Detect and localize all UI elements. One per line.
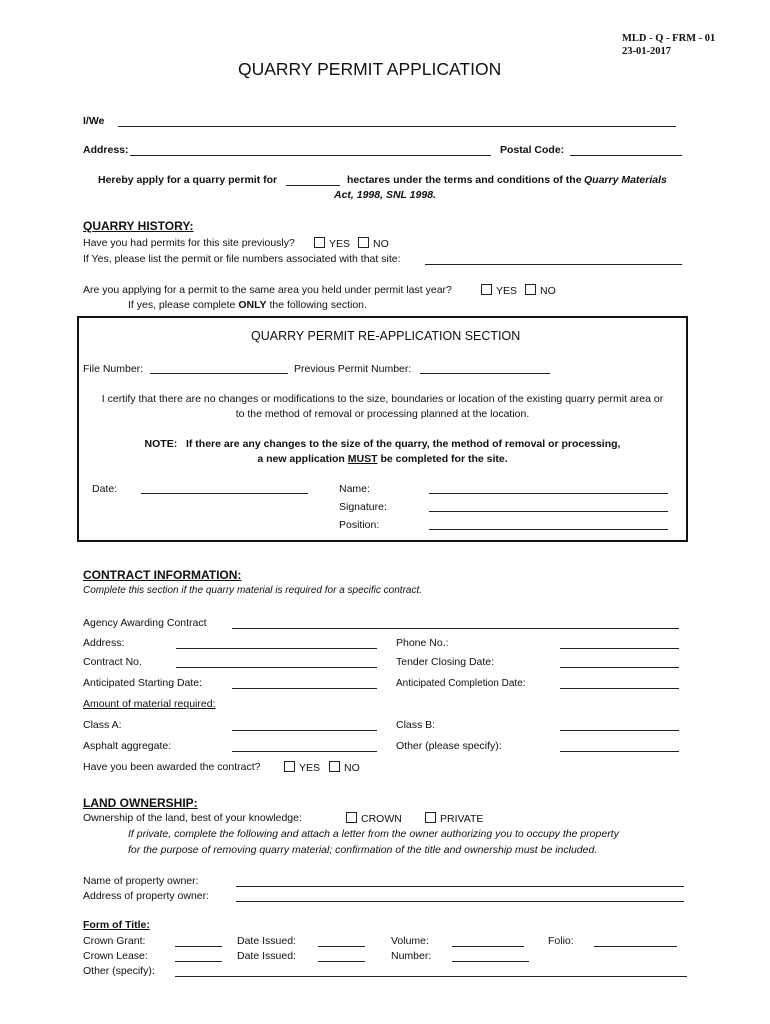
checkbox-icon[interactable] bbox=[525, 284, 536, 295]
awarded-yes-label: YES bbox=[299, 762, 321, 774]
history-q1: Have you had permits for this site previously? bbox=[83, 237, 295, 249]
contract-subtitle: Complete this section if the quarry material is required for a specific contract. bbox=[83, 585, 423, 596]
q1-no-label: NO bbox=[373, 238, 389, 250]
class-b-label: Class B: bbox=[396, 719, 436, 731]
awarded-no-option[interactable] bbox=[329, 761, 360, 774]
start-date-label: Anticipated Starting Date: bbox=[83, 677, 203, 689]
note-line1: NOTE: If there are any changes to the size of the quarry, the method of removal or processing, bbox=[144, 438, 621, 450]
permit-numbers-field[interactable] bbox=[425, 264, 682, 265]
grant-date-issued-field[interactable] bbox=[318, 946, 365, 947]
address-label: Address: bbox=[83, 144, 129, 156]
note-pre: a new application bbox=[257, 453, 345, 465]
owner-address-field[interactable] bbox=[236, 901, 684, 902]
previous-permit-field[interactable] bbox=[420, 373, 550, 374]
number-label: Number: bbox=[391, 950, 432, 962]
followup-pre: If yes, please complete bbox=[128, 299, 236, 311]
followup-only: ONLY bbox=[238, 299, 267, 311]
awarded-no-label: NO bbox=[344, 762, 360, 774]
tender-closing-label: Tender Closing Date: bbox=[396, 656, 495, 668]
agency-field[interactable] bbox=[232, 628, 679, 629]
owner-name-field[interactable] bbox=[236, 886, 684, 887]
act-line2: Act, 1998, SNL 1998. bbox=[334, 189, 436, 201]
quarry-history-heading: QUARRY HISTORY: bbox=[83, 219, 194, 233]
history-q2: Are you applying for a permit to the same area you held under permit last year? bbox=[83, 284, 452, 296]
other-material-label: Other (please specify): bbox=[396, 740, 502, 752]
reapplication-title: QUARRY PERMIT RE-APPLICATION SECTION bbox=[251, 329, 521, 343]
start-date-field[interactable] bbox=[232, 688, 377, 689]
q2-no-label: NO bbox=[540, 285, 556, 297]
form-of-title-heading: Form of Title: bbox=[83, 919, 150, 931]
completion-date-label: Anticipated Completion Date: bbox=[396, 678, 526, 689]
q2-yes-label: YES bbox=[496, 285, 518, 297]
phone-field[interactable] bbox=[560, 648, 679, 649]
agency-label: Agency Awarding Contract bbox=[83, 617, 207, 629]
checkbox-icon[interactable] bbox=[481, 284, 492, 295]
awarded-yes-option[interactable] bbox=[284, 761, 320, 774]
file-number-label: File Number: bbox=[83, 363, 144, 375]
volume-label: Volume: bbox=[391, 935, 429, 947]
class-b-field[interactable] bbox=[560, 730, 679, 731]
contract-address-field[interactable] bbox=[176, 648, 377, 649]
crown-label: CROWN bbox=[361, 813, 402, 825]
iwe-field[interactable] bbox=[118, 126, 676, 127]
crown-lease-field[interactable] bbox=[175, 961, 222, 962]
private-note-line1: If private, complete the following and attach a letter from the owner authorizing you to occupy the property bbox=[128, 828, 619, 840]
file-number-field[interactable] bbox=[150, 373, 288, 374]
crown-option[interactable] bbox=[346, 812, 402, 825]
q2-no-option[interactable] bbox=[525, 284, 556, 297]
checkbox-icon[interactable] bbox=[425, 812, 436, 823]
private-note-line2: for the purpose of removing quarry material; confirmation of the title and ownership must be included. bbox=[128, 844, 598, 856]
asphalt-label: Asphalt aggregate: bbox=[83, 740, 172, 752]
asphalt-field[interactable] bbox=[232, 751, 377, 752]
act-name: Quarry Materials bbox=[584, 174, 667, 186]
lease-date-issued-field[interactable] bbox=[318, 961, 365, 962]
other-title-label: Other (specify): bbox=[83, 965, 155, 977]
checkbox-icon[interactable] bbox=[284, 761, 295, 772]
q2-yes-option[interactable] bbox=[481, 284, 517, 297]
owner-address-label: Address of property owner: bbox=[83, 890, 210, 902]
land-ownership-heading: LAND OWNERSHIP: bbox=[83, 796, 198, 810]
form-code: MLD - Q - FRM - 01 bbox=[622, 33, 716, 44]
postal-code-label: Postal Code: bbox=[500, 144, 565, 156]
certify-line1: I certify that there are no changes or modifications to the size, boundaries or location of the existing quarry permit area or bbox=[101, 393, 664, 405]
folio-label: Folio: bbox=[548, 935, 574, 947]
crown-lease-label: Crown Lease: bbox=[83, 950, 148, 962]
q1-no-option[interactable] bbox=[358, 237, 389, 250]
contract-heading: CONTRACT INFORMATION: bbox=[83, 568, 242, 582]
other-title-field[interactable] bbox=[175, 976, 687, 977]
completion-date-field[interactable] bbox=[560, 688, 679, 689]
folio-field[interactable] bbox=[594, 946, 677, 947]
reapp-date-field[interactable] bbox=[141, 493, 308, 494]
volume-field[interactable] bbox=[452, 946, 524, 947]
ownership-question: Ownership of the land, best of your knowledge: bbox=[83, 812, 302, 824]
reapp-signature-label: Signature: bbox=[339, 501, 387, 513]
iwe-label: I/We bbox=[83, 115, 105, 127]
tender-closing-field[interactable] bbox=[560, 667, 679, 668]
previous-permit-label: Previous Permit Number: bbox=[294, 363, 412, 375]
checkbox-icon[interactable] bbox=[346, 812, 357, 823]
class-a-field[interactable] bbox=[232, 730, 377, 731]
contract-address-label: Address: bbox=[83, 637, 125, 649]
crown-grant-field[interactable] bbox=[175, 946, 222, 947]
address-field[interactable] bbox=[130, 155, 491, 156]
history-q1-followup: If Yes, please list the permit or file numbers associated with that site: bbox=[83, 253, 401, 265]
phone-label: Phone No.: bbox=[396, 637, 449, 649]
page-title: QUARRY PERMIT APPLICATION bbox=[238, 59, 502, 79]
other-material-field[interactable] bbox=[560, 751, 679, 752]
checkbox-icon[interactable] bbox=[329, 761, 340, 772]
private-label: PRIVATE bbox=[440, 813, 484, 825]
reapp-position-field[interactable] bbox=[429, 529, 668, 530]
apply-pre-text: Hereby apply for a quarry permit for bbox=[98, 174, 278, 186]
crown-grant-label: Crown Grant: bbox=[83, 935, 146, 947]
certify-line2: to the method of removal or processing planned at the location. bbox=[235, 408, 530, 420]
checkbox-icon[interactable] bbox=[358, 237, 369, 248]
checkbox-icon[interactable] bbox=[314, 237, 325, 248]
reapp-signature-field[interactable] bbox=[429, 511, 668, 512]
class-a-label: Class A: bbox=[83, 719, 122, 731]
note-post: be completed for the site. bbox=[380, 453, 508, 465]
owner-name-label: Name of property owner: bbox=[83, 875, 199, 887]
contract-no-label: Contract No. bbox=[83, 656, 142, 668]
reapp-name-label: Name: bbox=[339, 483, 370, 495]
reapp-date-label: Date: bbox=[92, 483, 118, 495]
reapp-position-label: Position: bbox=[339, 519, 380, 531]
q1-yes-option[interactable] bbox=[314, 237, 350, 250]
hectares-field[interactable] bbox=[286, 185, 340, 186]
grant-date-issued-label: Date Issued: bbox=[237, 935, 296, 947]
private-option[interactable] bbox=[425, 812, 483, 825]
contract-no-field[interactable] bbox=[176, 667, 377, 668]
note-must: MUST bbox=[347, 453, 378, 465]
number-field[interactable] bbox=[452, 961, 529, 962]
lease-date-issued-label: Date Issued: bbox=[237, 950, 296, 962]
note-line2 bbox=[78, 453, 687, 465]
form-date: 23-01-2017 bbox=[622, 46, 671, 57]
postal-code-field[interactable] bbox=[570, 155, 682, 156]
awarded-question: Have you been awarded the contract? bbox=[83, 761, 261, 773]
apply-post-text: hectares under the terms and conditions of the bbox=[347, 174, 582, 186]
followup-post: the following section. bbox=[269, 299, 367, 311]
amount-heading: Amount of material required: bbox=[83, 698, 216, 710]
q1-yes-label: YES bbox=[329, 238, 351, 250]
reapp-name-field[interactable] bbox=[429, 493, 668, 494]
history-q2-followup bbox=[128, 299, 367, 311]
